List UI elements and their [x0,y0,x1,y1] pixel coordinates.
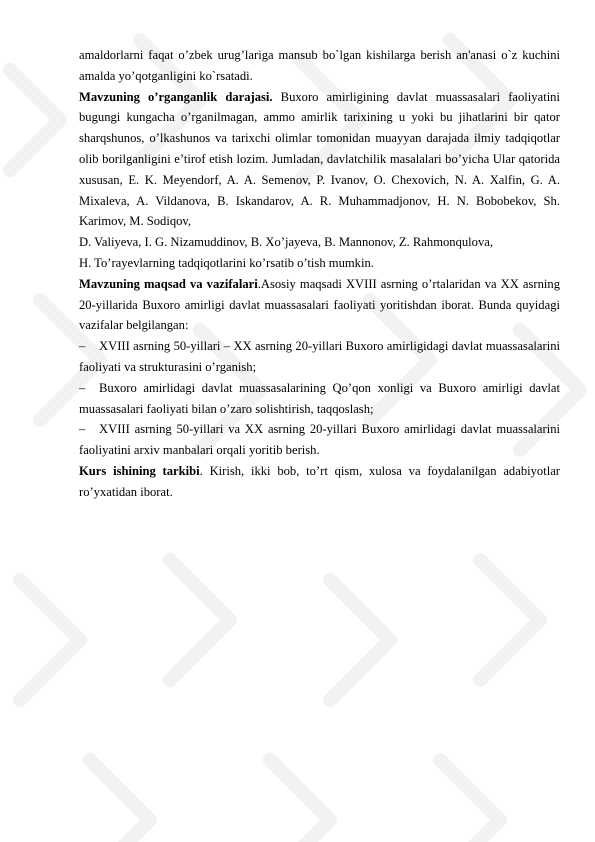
paragraph-study-level [79,87,560,233]
study-level-line-closing: H. To’rayevlarning tadqiqotlarini ko’rsatib o’tish mumkin. [79,255,374,270]
document-body [79,45,560,503]
paragraph-goals [79,274,560,336]
study-level-heading: Mavzuning o’rganganlik darajasi. [79,89,273,104]
list-item-text: Buxoro amirlidagi davlat muassasalarining Qo’qon xonligi va Buxoro amirligi davlat muassasalari faoliyati bilan o’zaro solishtirish, taqqoslash; [79,380,560,416]
list-item [79,336,560,378]
structure-text: . Kirish, ikki bob, to’rt qism, xulosa va foydalanilgan adabiyotlar ro’yxatidan iborat. [79,463,560,499]
paragraph-structure [79,461,560,503]
dash-bullet: – [79,339,86,354]
list-item [79,378,560,420]
dash-bullet: – [79,422,86,437]
structure-heading: Kurs ishining tarkibi [79,463,200,478]
dash-bullet: – [79,380,86,395]
list-item-text: XVIII asrning 50-yillari va XX asrning 20-yillari Buxoro amirlidagi davlat muassalarini faoliyatini arxiv manbalari orqali yoritib berish. [79,422,560,458]
paragraph-intro [79,45,560,87]
list-item [79,419,560,461]
goals-text: .Asosiy maqsadi XVIII asrning o’rtalaridan va XX asrning 20-yillarida Buxoro amirligi davlat muassasalari faoliyati yoritishdan iborat. Bunda quyidagi vazifalar belgilangan: [79,276,560,333]
study-level-text: Buxoro amirligining davlat muassasalari faoliyatini bugungi kungacha o’rganilmagan, ammo amirlik tarixining u yoki bu jihatlarini bir qator sharqshunos, o’lkashunos va tarixchi olimlar tomonidan muayyan darajada ilmiy tadqiqotlar olib borilganligini e’tirof etish lozim. Jumladan, davlatchilik masalalari bo’yicha Ular qatorida xususan, E. K. Meyendorf, A. A. Semenov, P. Ivanov, O. Chexovich, N. A. Xalfin, G. A. Mixaleva, A. Vildanova, B. Iskandarov, A. R. Muhammadjonov, H. N. Bobobekov, Sh. Karimov, M. Sodiqov, [79,89,560,229]
list-item-text: XVIII asrning 50-yillari – XX asrning 20-yillari Buxoro amirligidagi davlat muassasalarini faoliyati va strukturasini o’rganish; [79,339,560,374]
goals-heading: Mavzuning maqsad va vazifalari [79,276,258,291]
study-level-line-authors: D. Valiyeva, I. G. Nizamuddinov, B. Xo’jayeva, B. Mannonov, Z. Rahmonqulova, [79,235,494,250]
paragraph-intro-text: amaldorlarni faqat o’zbek urug’lariga mansub bo`lgan kishilarga berish an'anasi o`z kuchini amalda yo’qotganligini ko`rsatadi. [79,48,560,83]
